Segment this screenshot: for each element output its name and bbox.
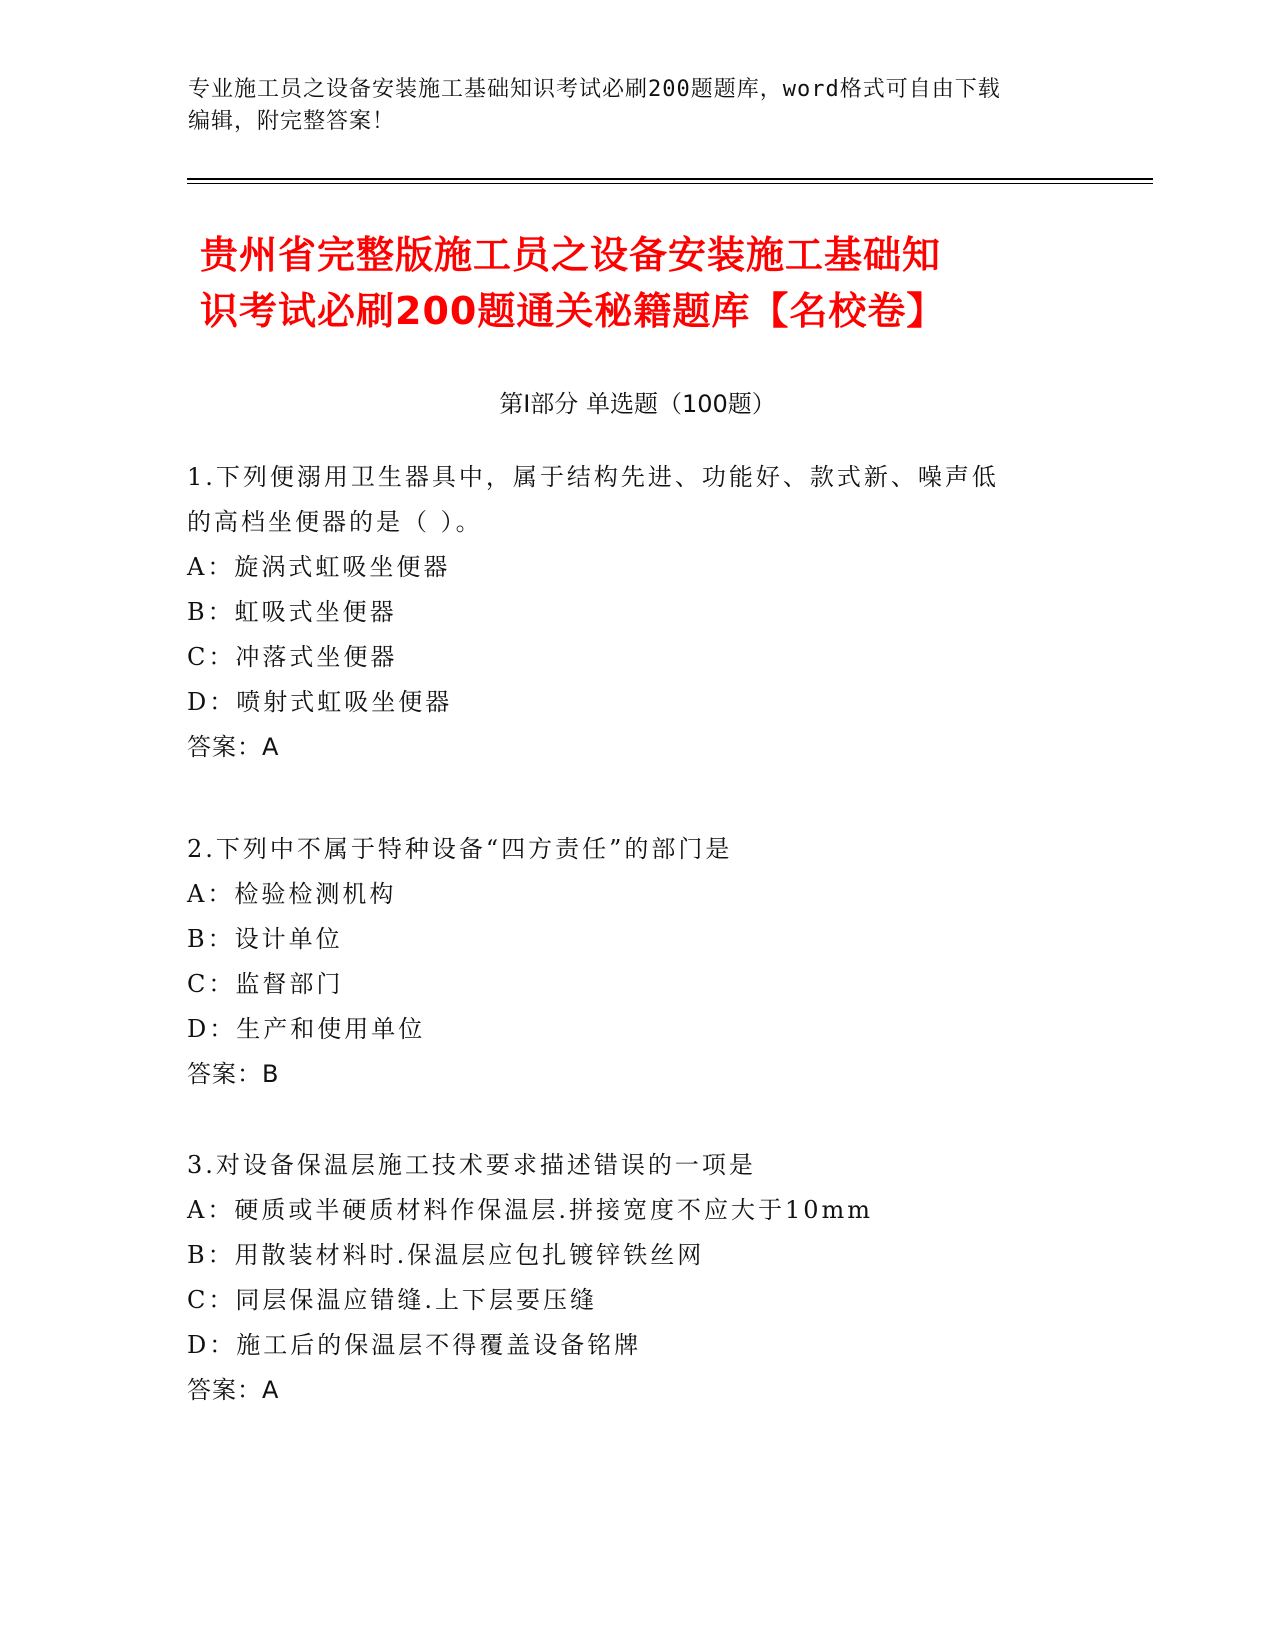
- header-note-line1: 专业施工员之设备安装施工基础知识考试必刷200题题库，word格式可自由下载: [188, 77, 1001, 102]
- document-title-line1: 贵州省完整版施工员之设备安装施工基础知: [200, 233, 942, 277]
- option-c: C：同层保温应错缝.上下层要压缝: [187, 1286, 597, 1314]
- header-note: [188, 74, 1088, 138]
- option-d: D：生产和使用单位: [187, 1015, 426, 1043]
- option-d: D：喷射式虹吸坐便器: [187, 688, 453, 716]
- header-divider-thin: [187, 183, 1153, 184]
- document-title: [200, 227, 1080, 339]
- option-c: C：冲落式坐便器: [187, 643, 398, 671]
- question-2: [187, 827, 1067, 1097]
- option-b: B：虹吸式坐便器: [187, 598, 397, 626]
- option-a: A：检验检测机构: [187, 880, 397, 908]
- option-c: C：监督部门: [187, 970, 344, 998]
- question-stem: 1.下列便溺用卫生器具中，属于结构先进、功能好、款式新、噪声低: [187, 463, 999, 491]
- answer: 答案：A: [187, 1376, 280, 1404]
- option-d: D：施工后的保温层不得覆盖设备铭牌: [187, 1331, 642, 1359]
- header-note-line2: 编辑，附完整答案！: [188, 109, 396, 134]
- question-3: [187, 1143, 1067, 1413]
- option-a: A：旋涡式虹吸坐便器: [187, 553, 451, 581]
- option-b: B：用散装材料时.保温层应包扎镀锌铁丝网: [187, 1241, 705, 1269]
- answer: 答案：B: [187, 1060, 280, 1088]
- document-title-line2: 识考试必刷200题通关秘籍题库【名校卷】: [200, 289, 946, 333]
- answer: 答案：A: [187, 733, 280, 761]
- section-heading: 第Ⅰ部分 单选题（100题）: [499, 390, 776, 418]
- question-stem: 2.下列中不属于特种设备“四方责任”的部门是: [187, 835, 733, 863]
- question-1: [187, 455, 1067, 770]
- question-stem-continued: 的高档坐便器的是（ ）。: [187, 508, 483, 536]
- header-divider-thick: [187, 178, 1153, 180]
- option-b: B：设计单位: [187, 925, 343, 953]
- option-a: A：硬质或半硬质材料作保温层.拼接宽度不应大于10mm: [187, 1196, 874, 1224]
- question-stem: 3.对设备保温层施工技术要求描述错误的一项是: [187, 1151, 756, 1179]
